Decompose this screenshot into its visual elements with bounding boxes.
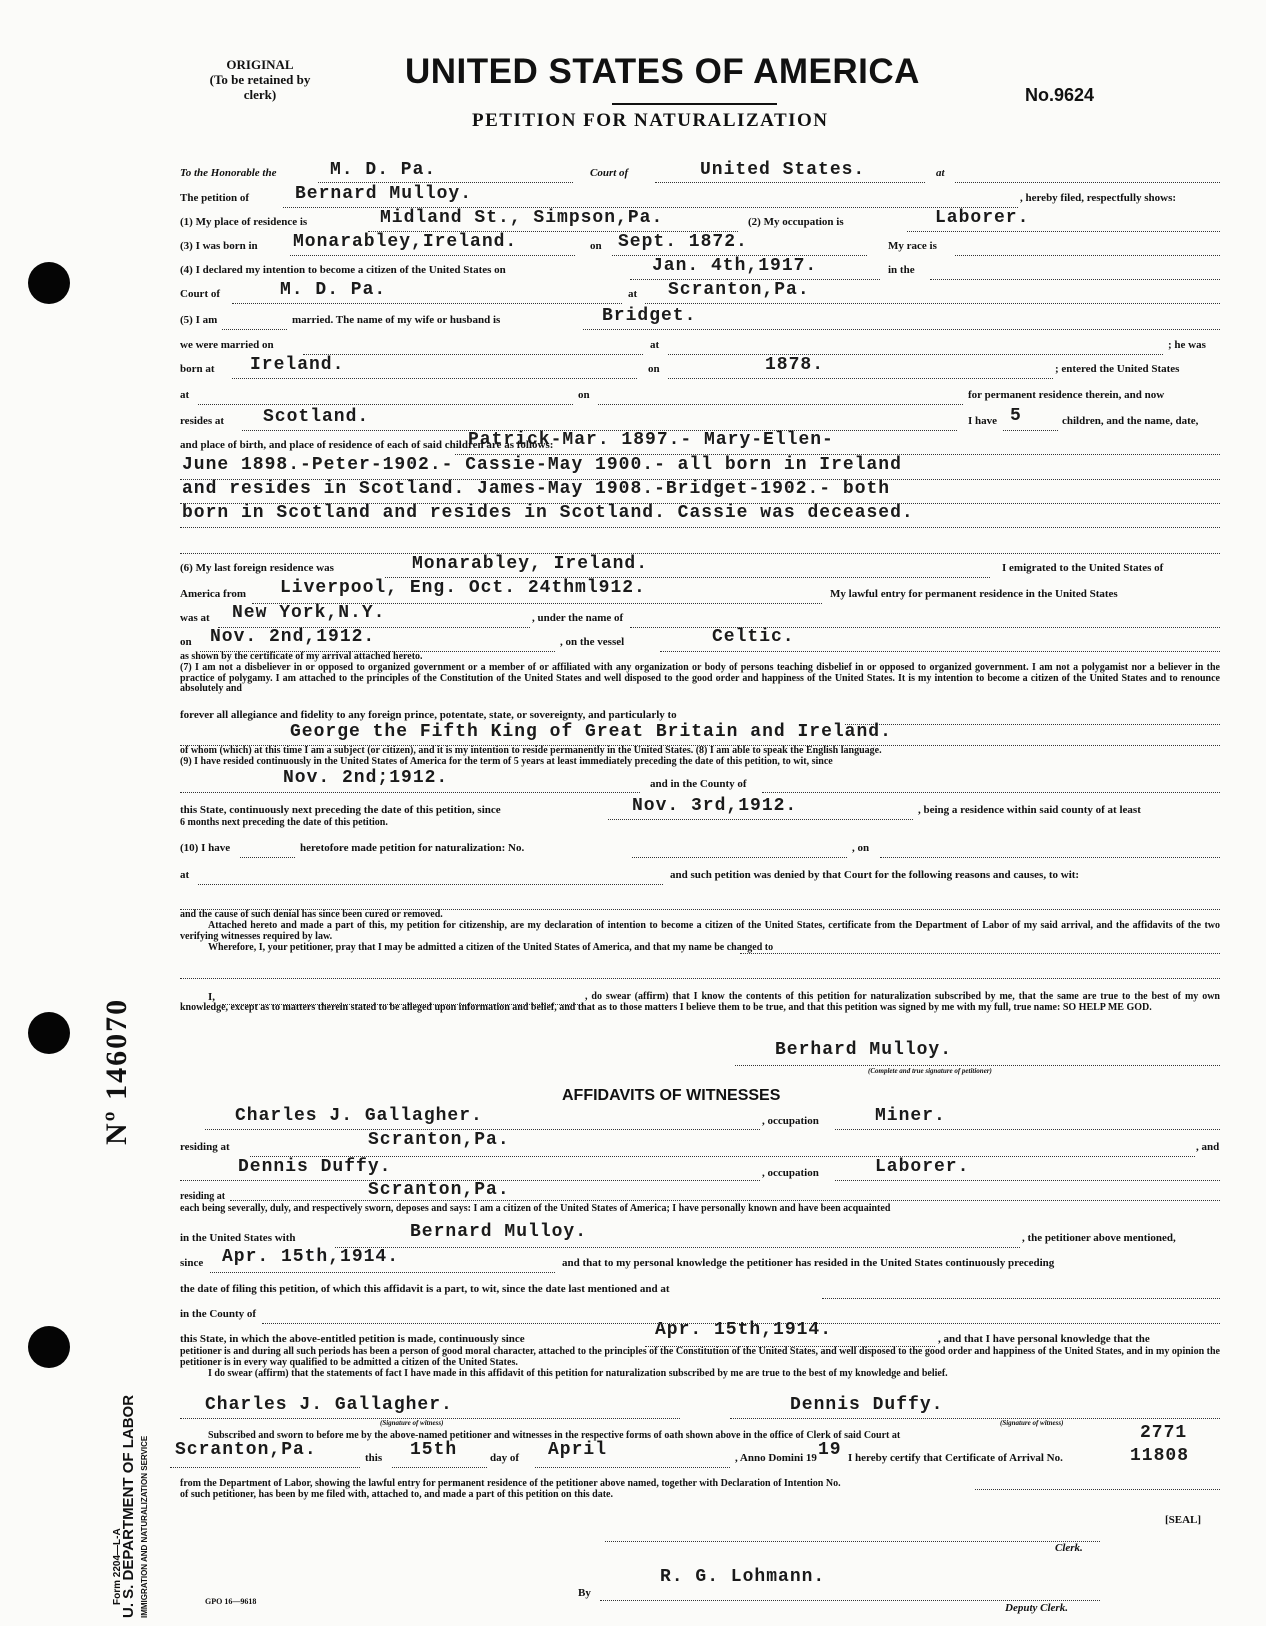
cured-label: and the cause of such denial has since been cured or removed. [180,909,443,920]
spouse-born-on-label: on [648,363,660,375]
declared-at-label: at [628,288,638,300]
children-line-3: and resides in Scotland. James-May 1908.-Bridget-1902.- both [182,479,891,499]
he-was-label: ; he was [1168,339,1206,351]
wherefore-label: Wherefore, I, your petitioner, pray that I may be admitted a citizen of the United States of America, and that my name be changed to [208,942,774,953]
personal-knowledge-label: and that to my personal knowledge the petitioner has resided in the United States continuously preceding [562,1257,1055,1269]
denied-label: and such petition was denied by that Court for the following reasons and causes, to wit: [670,869,1080,881]
county-of-label: and in the County of [650,778,747,790]
petitioner-above-label: , the petitioner above mentioned, [1022,1232,1176,1244]
residence-within-label: , being a residence within said county of at least [918,804,1141,816]
sig-witness-label-2: (Signature of witness) [1000,1419,1064,1427]
punch-hole-top [28,262,70,304]
born-on-label: on [590,240,602,252]
affidavits-heading: AFFIDAVITS OF WITNESSES [562,1087,781,1104]
birth-date-value: Sept. 1872. [618,232,748,252]
in-county-of-label: in the County of [180,1308,257,1320]
do-swear-label: , do swear (affirm) that I know the contents of this petition for naturalization subscribed by me, that the same are true to the best of my own knowledge, except as to matters therein stated to be alleged upon information and belief, and that as to those matters I believe them to be true, and that this petition was signed by me with my full, true name: SO HELP ME GOD. [180,991,1220,1013]
department-label: U. S. DEPARTMENT OF LABOR [120,1394,137,1618]
residence-value: Midland St., Simpson,Pa. [380,208,664,228]
para-9: (9) I have resided continuously in the United States of America for the term of 5 years at least immediately preceding the date of this petition, to wit, since [180,756,833,767]
occupation-value: Laborer. [935,208,1030,228]
witness-1-name: Charles J. Gallagher. [235,1106,483,1126]
perm-res-label: for permanent residence therein, and now [968,389,1165,401]
spouse-value: Bridget. [602,306,697,326]
continuous-since-value: Apr. 15th,1914. [655,1320,833,1340]
moral-label: petitioner is and during all such periods has been a person of good moral character, attached to the principles of the Constitution of the United States, and well disposed to the good order and happiness of the United States, and in my opinion the petitioner is in every way qualified to be admitted a citizen of the United States. [180,1346,1220,1368]
sworn-day-value: 15th [410,1440,458,1460]
race-label: My race is [888,240,937,252]
sworn-year-value: 19 [818,1440,842,1460]
deputy-clerk-label: Deputy Clerk. [1005,1602,1068,1614]
subscribed-label: Subscribed and sworn to before me by the above-named petitioner and witnesses in the respective forms of oath shown above in the office of Clerk of said Court at [208,1430,901,1441]
witness-1-occupation-label: , occupation [762,1115,819,1127]
petition-of-label: The petition of [180,192,250,204]
certificate-number-value: 11808 [1130,1446,1190,1466]
witness-1-residence: Scranton,Pa. [368,1130,510,1150]
residing-at-label-1: residing at [180,1141,230,1153]
i-am-label: (5) I am [180,314,218,326]
title-rule [612,103,777,105]
i-have-label: I have [968,415,998,427]
witness-2-occupation: Laborer. [875,1157,970,1177]
petitioner-name: Bernard Mulloy. [295,184,473,204]
children-line-1: Patrick-Mar. 1897.- Mary-Ellen- [468,430,834,450]
entered-on-label: on [578,389,590,401]
entered-label: ; entered the United States [1055,363,1180,375]
para-10-label-b: heretofore made petition for naturalization: No. [300,842,525,854]
petitioner-name-2: Bernard Mulloy. [410,1222,588,1242]
complete-sig-label: (Complete and true signature of petitioner) [868,1067,992,1075]
original-note [180,57,340,102]
declaration-number-value: 2771 [1140,1423,1188,1443]
married-at-label: at [650,339,660,351]
declared-court-value: M. D. Pa. [280,280,387,300]
under-name-label: , under the name of [532,612,624,624]
birthplace-value: Monarabley,Ireland. [293,232,518,252]
hereby-filed-label: , hereby filed, respectfully shows: [1020,192,1177,204]
signature-witness-2: Dennis Duffy. [790,1395,944,1415]
num-children-value: 5 [1010,406,1022,426]
do-swear-2-label: I do swear (affirm) that the statements of fact I have made in this affidavit of this petition for naturalization subscribed by me are true to the best of my knowledge and belief. [208,1368,948,1379]
witness-2-residence: Scranton,Pa. [368,1180,510,1200]
date-filing-label: the date of filing this petition, of which this affidavit is a part, to wit, since the date last mentioned and at [180,1283,670,1295]
signature-witness-1: Charles J. Gallagher. [205,1395,453,1415]
spouse-born-on-value: 1878. [765,355,825,375]
certificate-label: as shown by the certificate of my arrival attached hereto. [180,651,423,662]
forever-label: forever all allegiance and fidelity to any foreign prince, potentate, state, or sovereignty, and particularly to [180,709,677,721]
entry-on-label: on [180,636,192,648]
america-from-label: America from [180,588,247,600]
spouse-born-at-value: Ireland. [250,355,345,375]
and-label: , and [1196,1141,1220,1153]
court-of-label: Court of [590,167,629,179]
petitioner-signature: Berhard Mulloy. [775,1040,953,1060]
declared-label: (4) I declared my intention to become a citizen of the United States on [180,264,506,276]
born-in-label: (3) I was born in [180,240,258,252]
place-birth-label: and place of birth, and place of residence of each of said children are as follows: [180,439,554,451]
last-foreign-label: (6) My last foreign residence was [180,562,334,574]
resides-at-value: Scotland. [263,407,370,427]
resides-at-label: resides at [180,415,225,427]
sovereign-value: George the Fifth King of Great Britain and Ireland. [290,722,892,742]
district-value: M. D. Pa. [330,160,437,180]
witness-1-occupation: Miner. [875,1106,946,1126]
witness-2-occupation-label: , occupation [762,1167,819,1179]
emigrated-from-value: Liverpool, Eng. Oct. 24thml912. [280,578,646,598]
vessel-label: , on the vessel [560,636,625,648]
deputy-clerk-name: R. G. Lohmann. [660,1567,826,1587]
emigrated-label: I emigrated to the United States of [1002,562,1164,574]
seal-label: [SEAL] [1165,1514,1202,1526]
certify-label: I hereby certify that Certificate of Arrival No. [848,1452,1063,1464]
entry-at-value: New York,N.Y. [232,603,386,623]
para-10-label: (10) I have [180,842,231,854]
page-title: UNITED STATES OF AMERICA [405,52,920,91]
punch-hole-middle [28,1012,70,1054]
by-label: By [578,1587,591,1599]
from-dept-label: from the Department of Labor, showing the lawful entry for permanent residence of the petitioner above named, together with Declaration of Intention No. [180,1478,841,1489]
was-at-label: was at [180,612,210,624]
residence-label: (1) My place of residence is [180,216,308,228]
children-line-2: June 1898.-Peter-1902.- Cassie-May 1900.- all born in Ireland [182,455,902,475]
residing-at-label-2: residing at [180,1191,226,1202]
occupation-label: (2) My occupation is [748,216,844,228]
para-7: (7) I am not a disbeliever in or opposed to organized government or a member of or affiliated with any organization or body of persons teaching disbelief in or opposed to organized government. I am not a polygamist nor a believer in the practice of polygamy. I am attached to the principles of the Constitution of the United States and well disposed to the good order and happiness of the United States. It is my intention to become a citizen of the United States and to renounce absolutely and [180,662,1220,694]
children-line-4: born in Scotland and resides in Scotland. Cassie was deceased. [182,503,914,523]
subject-label: of whom (which) at this time I am a subject (or citizen), and it is my intention to reside permanently in the United States. (8) I am able to speak the English language. [180,745,882,756]
original-line-3: clerk) [243,87,277,102]
resided-since-value: Nov. 2nd;1912. [283,768,449,788]
original-line-2: (To be retained by [209,72,311,87]
clerk-label: Clerk. [1055,1542,1083,1554]
day-of-label: day of [490,1452,520,1464]
para-10-at-label: at [180,869,190,881]
severally-label: each being severally, duly, and respectively sworn, deposes and says: I am a citizen of the United States of America; I have personally known and have been acquainted [180,1203,891,1214]
para-10-on-label: , on [852,842,870,854]
we-married-label: we were married on [180,339,274,351]
i-comma-label: I, [208,991,216,1003]
this-label: this [365,1452,383,1464]
original-line-1: ORIGINAL [226,57,294,72]
witness-2-name: Dennis Duffy. [238,1157,392,1177]
side-serial-number: Nº 146070 [100,997,133,1145]
born-at-label: born at [180,363,215,375]
vessel-value: Celtic. [712,627,795,647]
anno-label: , Anno Domini 19 [735,1452,817,1464]
page-subtitle: PETITION FOR NATURALIZATION [472,110,829,131]
declared-at-value: Scranton,Pa. [668,280,810,300]
in-us-with-label: in the United States with [180,1232,296,1244]
known-since-value: Apr. 15th,1914. [222,1247,400,1267]
attached-label: Attached hereto and made a part of this, my petition for citizenship, are my declaration of intention to become a citizen of the United States, certificate from the Department of Labor of my said arrival, and the affidavits of the two verifying witnesses required by law. [180,920,1220,942]
service-label: IMMIGRATION AND NATURALIZATION SERVICE [140,1435,149,1618]
children-label: children, and the name, date, [1062,415,1199,427]
county-since-value: Nov. 3rd,1912. [632,796,798,816]
knowledge-that-label: , and that I have personal knowledge that the [938,1333,1150,1345]
print-code: GPO 16—9618 [205,1597,257,1606]
since-label: since [180,1257,204,1269]
of-such-label: of such petitioner, has been by me filed with, attached to, and made a part of this petition on this date. [180,1489,613,1500]
six-months-label: 6 months next preceding the date of this petition. [180,817,388,828]
sig-witness-label-1: (Signature of witness) [380,1419,444,1427]
at-label: at [936,167,945,179]
punch-hole-bottom [28,1326,70,1368]
declared-date-value: Jan. 4th,1917. [652,256,818,276]
sworn-month-value: April [548,1440,608,1460]
lawful-entry-label: My lawful entry for permanent residence in the United States [830,588,1118,600]
entry-date-value: Nov. 2nd,1912. [210,627,376,647]
form-number: Form 2204—L-A [112,1528,123,1605]
to-honorable-label: To the Honorable the [180,167,277,179]
state-above-label: this State, in which the above-entitled petition is made, continuously since [180,1333,525,1345]
court-value: United States. [700,160,866,180]
this-state-label: this State, continuously next preceding the date of this petition, since [180,804,501,816]
in-the-label: in the [888,264,915,276]
sworn-at-value: Scranton,Pa. [175,1440,317,1460]
entered-at-label: at [180,389,190,401]
court-of-label-2: Court of [180,288,221,300]
married-label: married. The name of my wife or husband is [292,314,501,326]
petition-number: No.9624 [1025,85,1095,105]
last-foreign-value: Monarabley, Ireland. [412,554,649,574]
